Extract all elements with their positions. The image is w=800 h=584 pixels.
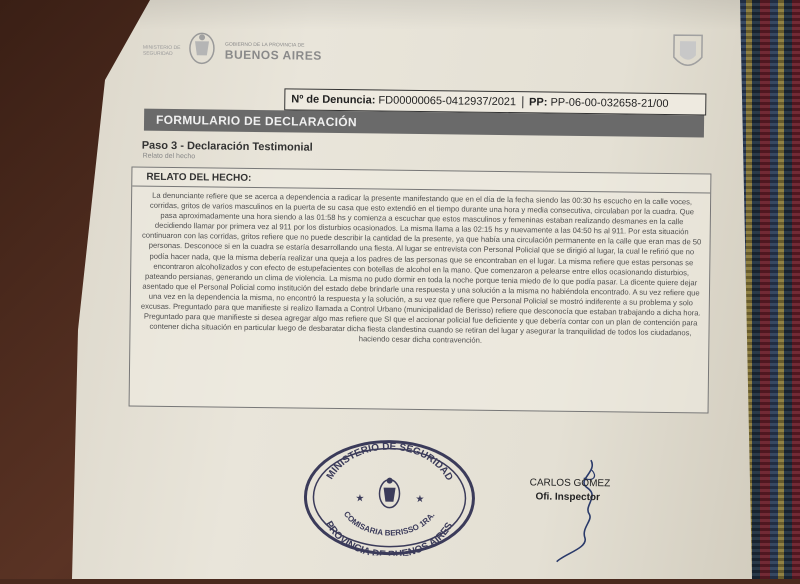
province-emblem-icon: [185, 29, 219, 67]
pp-cell: [522, 96, 675, 110]
government-label: GOBIERNO DE LA PROVINCIA DE: [224, 41, 305, 49]
signatory-role: Ofi. Inspector: [535, 491, 600, 504]
ministry-small-logo: MINISTERIO DE SEGURIDAD: [142, 44, 181, 57]
step-title: Paso 3 - Declaración Testimonial: [141, 139, 313, 154]
seal-bottom-text: PROVINCIA DE BUENOS AIRES: [322, 519, 456, 557]
seal-star-left-icon: ★: [355, 493, 365, 505]
government-name: BUENOS AIRES: [224, 47, 322, 63]
denuncia-cell: [285, 93, 522, 108]
pp-number: PP-06-00-032658-21/00: [550, 96, 669, 111]
pp-label: PP:: [529, 96, 548, 109]
form-title-bar: FORMULARIO DE DECLARACIÓN: [144, 109, 704, 138]
step-subtitle: Relato del hecho: [142, 152, 196, 161]
relato-box: [129, 166, 712, 413]
denuncia-number: FD00000065-0412937/2021: [378, 94, 517, 109]
seal-emblem-icon: [379, 478, 399, 508]
relato-text: La denunciante refiere que se acerca a dependencia a radicar la presente manifestando que en el día de la fecha siendo las 00:30 hs escucho en la calle voces, corridas, gritos de varios masculinos en la puerta de su casa que esto extendió en el tiempo durante una hora y media consecutiva, circulaban por la cuadra. Que pasa aproximadamente una hora siendo a las 01:58 hs y comienza a escuchar que estos masculinos y femeninas estaban realizando desmanes en la calle decidiendo llamar por primera vez al 911 por los disturbios ocasionados. La misma llama a las 02:15 hs y nuevamente a las 04:50 hs al 911. Por esta situación continuaron con las corridas, gritos refiere que no puede describir la cantidad de la presente, ya que había una circulación permanente en la calle que eran mas de 50 personas. Desconoce si en la cuadra se estaría desarrollando una fiesta. Al lugar se entrevista con Personal Policial que se dirigió al lugar, la cual le refirió que no podía hacer nada, que la misma debería realizar una queja a los padres de las personas que se encontraban en el lugar. La misma refiere que estas personas se encontraron alcoholizados y con efecto de estupefacientes con botellas de alcohol en la mano. Que comenzaron a pelearse entre ellos ocasionando disturbios, pateando persianas, generando un clima de violencia. La misma no pudo dormir en toda la noche porque tenia miedo de lo que podía pasar. La dicente quiere dejar asentado que el Personal Policial como institución del estado debe brindarle una respuesta y una solución a la misma no habiéndola encontrado. A su vez refiere que una vez en la dependencia la misma, no encontró la respuesta y la solución, a su vez que refiere que Personal Policial se mostró indiferente a su problema y solo excusas. Preguntado para que manifieste si realizo llamada a Control Urbano (municipalidad de Berisso) refiere que desconocía que estaban trabajando a dicha hora. Preguntado para que manifieste si desea agregar algo mas refiere que SI que el accionar policial fue deficiente y que debería contar con un plan de contención para contener dicha situación en particular luego de desbaratar dicha fiesta clandestina cuando se retiran del lugar y asegurar la tranquilidad de todos los ciudadanos, haciendo cesar dicha contravención.: [140, 190, 702, 346]
seal-star-right-icon: ★: [415, 493, 425, 506]
signatory-name: CARLOS GOMEZ: [529, 477, 611, 490]
denuncia-label: Nº de Denuncia:: [291, 93, 376, 107]
handwritten-signature: [535, 457, 656, 568]
police-stamp-seal: [299, 435, 480, 557]
seal-top-text: MINISTERIO DE SEGURIDAD: [324, 441, 455, 483]
seal-middle-text: COMISARIA BERISSO 1RA.: [341, 509, 437, 538]
police-badge-icon: [670, 31, 707, 75]
relato-heading: RELATO DEL HECHO:: [132, 167, 710, 193]
